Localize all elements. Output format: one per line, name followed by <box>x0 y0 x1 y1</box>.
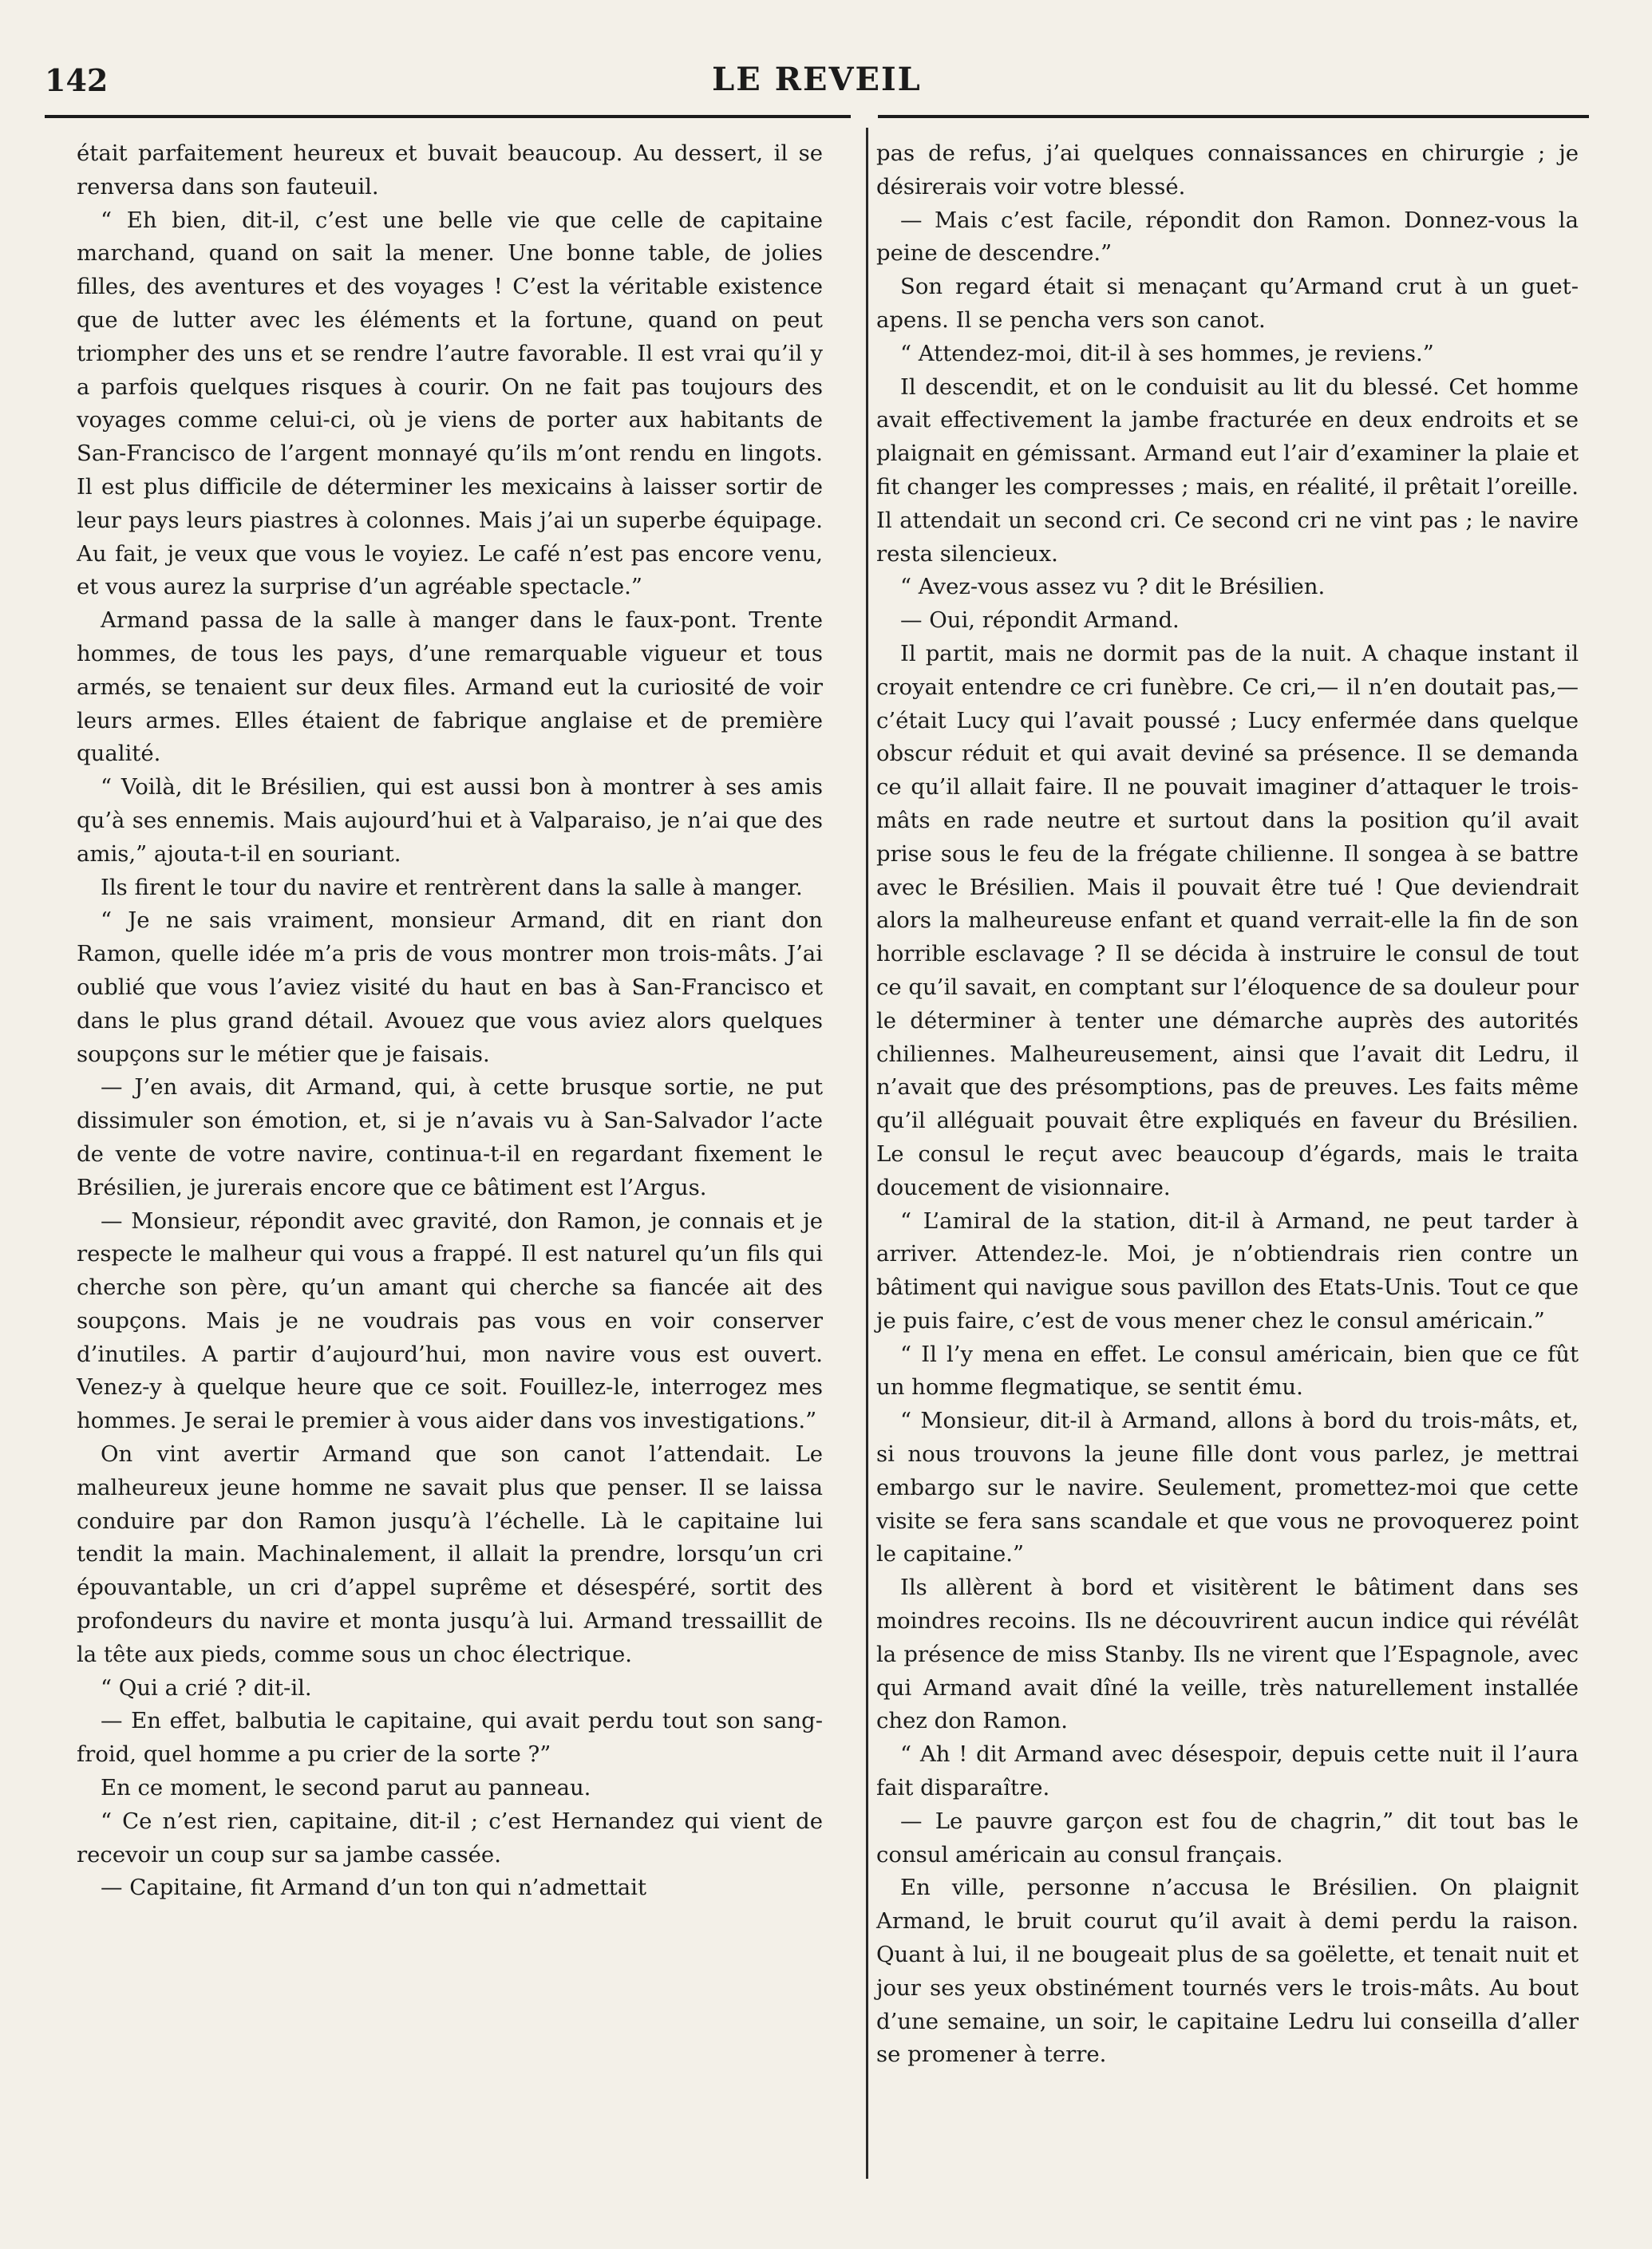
paragraph: — Oui, répondit Armand. <box>900 607 1180 634</box>
paragraph: “ L’amiral de la station, dit-il à Armand, ne peut tarder à arriver. Attendez-le. Moi, je n’obtiendrais rien contre un bâtiment qui navigue sous pavillon des Etats-Unis. Tout ce que je puis faire, c’est de vous mener chez le consul américain.” <box>876 1208 1579 1334</box>
left-column <box>77 137 823 1905</box>
paragraph: En ville, personne n’accusa le Brésilien. On plaignit Armand, le bruit courut qu’il avait à demi perdu la raison. Quant à lui, il ne bougeait plus de sa goëlette, et tenait nuit et jour ses yeux obstinément tournés vers le trois-mâts. Au bout d’une semaine, un soir, le capitaine Ledru lui conseilla d’aller se promener à terre. <box>876 1875 1579 2068</box>
column-divider <box>866 128 868 2179</box>
paragraph: Il descendit, et on le conduisit au lit du blessé. Cet homme avait effectivement la jambe fracturée en deux endroits et se plaignait en gémissant. Armand eut l’air d’examiner la plaie et fit changer les compresses ; mais, en réalité, il prêtait l’oreille. Il attendait un second cri. Ce second cri ne vint pas ; le navire resta silencieux. <box>876 374 1579 567</box>
paragraph: — Mais c’est facile, répondit don Ramon. Donnez-vous la peine de descendre.” <box>876 207 1579 267</box>
paragraph: Il partit, mais ne dormit pas de la nuit. A chaque instant il croyait entendre ce cri funèbre. Ce cri,— il n’en doutait pas,— c’était Lucy qui l’avait poussé ; Lucy enfermée dans quelque obscur réduit et qui avait deviné sa présence. Il se demanda ce qu’il allait faire. Il ne pouvait imaginer d’attaquer le trois-mâts en rade neutre et surtout dans la position qu’il avait prise sous le feu de la frégate chilienne. Il songea à se battre avec le Brésilien. Mais il pouvait être tué ! Que deviendrait alors la malheureuse enfant et quand verrait-elle la fin de son horrible esclavage ? Il se décida à instruire le consul de tout ce qu’il savait, en comptant sur l’éloquence de sa douleur pour le déterminer à tenter une démarche auprès des autorités chiliennes. Malheureusement, ainsi que l’avait dit Ledru, il n’avait que des présomptions, pas de preuves. Les faits même qu’il alléguait pouvait être expliqués en faveur du Brésilien. Le consul le reçut avec beaucoup d’égards, mais le traita doucement de visionnaire. <box>876 640 1579 1200</box>
paragraph: Son regard était si menaçant qu’Armand crut à un guet-apens. Il se pencha vers son canot. <box>876 274 1579 333</box>
paragraph: — Le pauvre garçon est fou de chagrin,” dit tout bas le consul américain au consul français. <box>876 1808 1579 1868</box>
paragraph: “ Voilà, dit le Brésilien, qui est aussi bon à montrer à ses amis qu’à ses ennemis. Mais aujourd’hui et à Valparaiso, je n’ai que des amis,” ajouta-t-il en souriant. <box>77 774 823 867</box>
paragraph: Ils allèrent à bord et visitèrent le bâtiment dans ses moindres recoins. Ils ne découvrirent aucun indice qui révélât la présence de miss Stanby. Ils ne virent que l’Espagnole, avec qui Armand avait dîné la veille, très naturellement installée chez don Ramon. <box>876 1575 1579 1734</box>
paragraph: “ Qui a crié ? dit-il. <box>101 1674 312 1701</box>
journal-title: LE REVEIL <box>712 61 922 98</box>
paragraph: “ Il l’y mena en effet. Le consul américain, bien que ce fût un homme flegmatique, se sentit ému. <box>876 1341 1579 1401</box>
paragraph: “ Avez-vous assez vu ? dit le Brésilien. <box>900 574 1326 600</box>
paragraph: Armand passa de la salle à manger dans le faux-pont. Trente hommes, de tous les pays, d’une remarquable vigueur et tous armés, se tenaient sur deux files. Armand eut la curiosité de voir leurs armes. Elles étaient de fabrique anglaise et de première qualité. <box>77 607 823 767</box>
paragraph: Ils firent le tour du navire et rentrèrent dans la salle à manger. <box>101 874 803 900</box>
paragraph: “ Attendez-moi, dit-il à ses hommes, je reviens.” <box>900 340 1434 366</box>
paragraph: pas de refus, j’ai quelques connaissances en chirurgie ; je désirerais voir votre blessé. <box>876 140 1579 200</box>
paragraph: En ce moment, le second parut au panneau. <box>101 1775 591 1801</box>
paragraph: — En effet, balbutia le capitaine, qui avait perdu tout son sang-froid, quel homme a pu crier de la sorte ?” <box>77 1708 823 1768</box>
paragraph: était parfaitement heureux et buvait beaucoup. Au dessert, il se renversa dans son fauteuil. <box>77 140 823 200</box>
page-header <box>45 51 1589 115</box>
paragraph: “ Monsieur, dit-il à Armand, allons à bord du trois-mâts, et, si nous trouvons la jeune fille dont vous parlez, je mettrai embargo sur le navire. Seulement, promettez-moi que cette visite se fera sans scandale et que vous ne provoquerez point le capitaine.” <box>876 1408 1579 1567</box>
header-rule-right <box>878 115 1589 118</box>
paragraph: — J’en avais, dit Armand, qui, à cette brusque sortie, ne put dissimuler son émotion, et, si je n’avais vu à San-Salvador l’acte de vente de votre navire, continua-t-il en regardant fixement le Brésilien, je jurerais encore que ce bâtiment est l’Argus. <box>77 1074 823 1200</box>
paragraph: On vint avertir Armand que son canot l’attendait. Le malheureux jeune homme ne savait plus que penser. Il se laissa conduire par don Ramon jusqu’à l’échelle. Là le capitaine lui tendit la main. Machinalement, il allait la prendre, lorsqu’un cri épouvantable, un cri d’appel suprême et désespéré, sortit des profondeurs du navire et monta jusqu’à lui. Armand tressaillit de la tête aux pieds, comme sous un choc électrique. <box>77 1441 823 1667</box>
paragraph: “ Ce n’est rien, capitaine, dit-il ; c’est Hernandez qui vient de recevoir un coup sur sa jambe cassée. <box>77 1808 823 1868</box>
paragraph: “ Je ne sais vraiment, monsieur Armand, dit en riant don Ramon, quelle idée m’a pris de vous montrer mon trois-mâts. J’ai oublié que vous l’aviez visité du haut en bas à San-Francisco et dans le plus grand détail. Avouez que vous aviez alors quelques soupçons sur le métier que je faisais. <box>77 907 823 1067</box>
paragraph: “ Ah ! dit Armand avec désespoir, depuis cette nuit il l’aura fait disparaître. <box>876 1741 1579 1801</box>
paragraph: — Monsieur, répondit avec gravité, don Ramon, je connais et je respecte le malheur qui vous a frappé. Il est naturel qu’un fils qui cherche son père, qu’un amant qui cherche sa fiancée ait des soupçons. Mais je ne voudrais pas vous en voir conserver d’inutiles. A partir d’aujourd’hui, mon navire vous est ouvert. Venez-y à quelque heure que ce soit. Fouillez-le, interrogez mes hommes. Je serai le premier à vous aider dans vos investigations.” <box>77 1208 823 1434</box>
right-column <box>876 137 1579 2072</box>
page-number: 142 <box>45 62 109 98</box>
paragraph: — Capitaine, fit Armand d’un ton qui n’admettait <box>101 1875 647 1901</box>
header-rule-left <box>45 115 851 118</box>
paragraph: “ Eh bien, dit-il, c’est une belle vie que celle de capitaine marchand, quand on sait la mener. Une bonne table, de jolies filles, des aventures et des voyages ! C’est la véritable existence que de lutter avec les éléments et la fortune, quand on peut triompher des uns et se rendre l’autre favorable. Il est vrai qu’il y a parfois quelques risques à courir. On ne fait pas toujours des voyages comme celui-ci, où je viens de porter aux habitants de San-Francisco de l’argent monnayé qu’ils m’ont rendu en lingots. Il est plus difficile de déterminer les mexicains à laisser sortir de leur pays leurs piastres à colonnes. Mais j’ai un superbe équipage. Au fait, je veux que vous le voyiez. Le café n’est pas encore venu, et vous aurez la surprise d’un agréable spectacle.” <box>77 207 823 600</box>
